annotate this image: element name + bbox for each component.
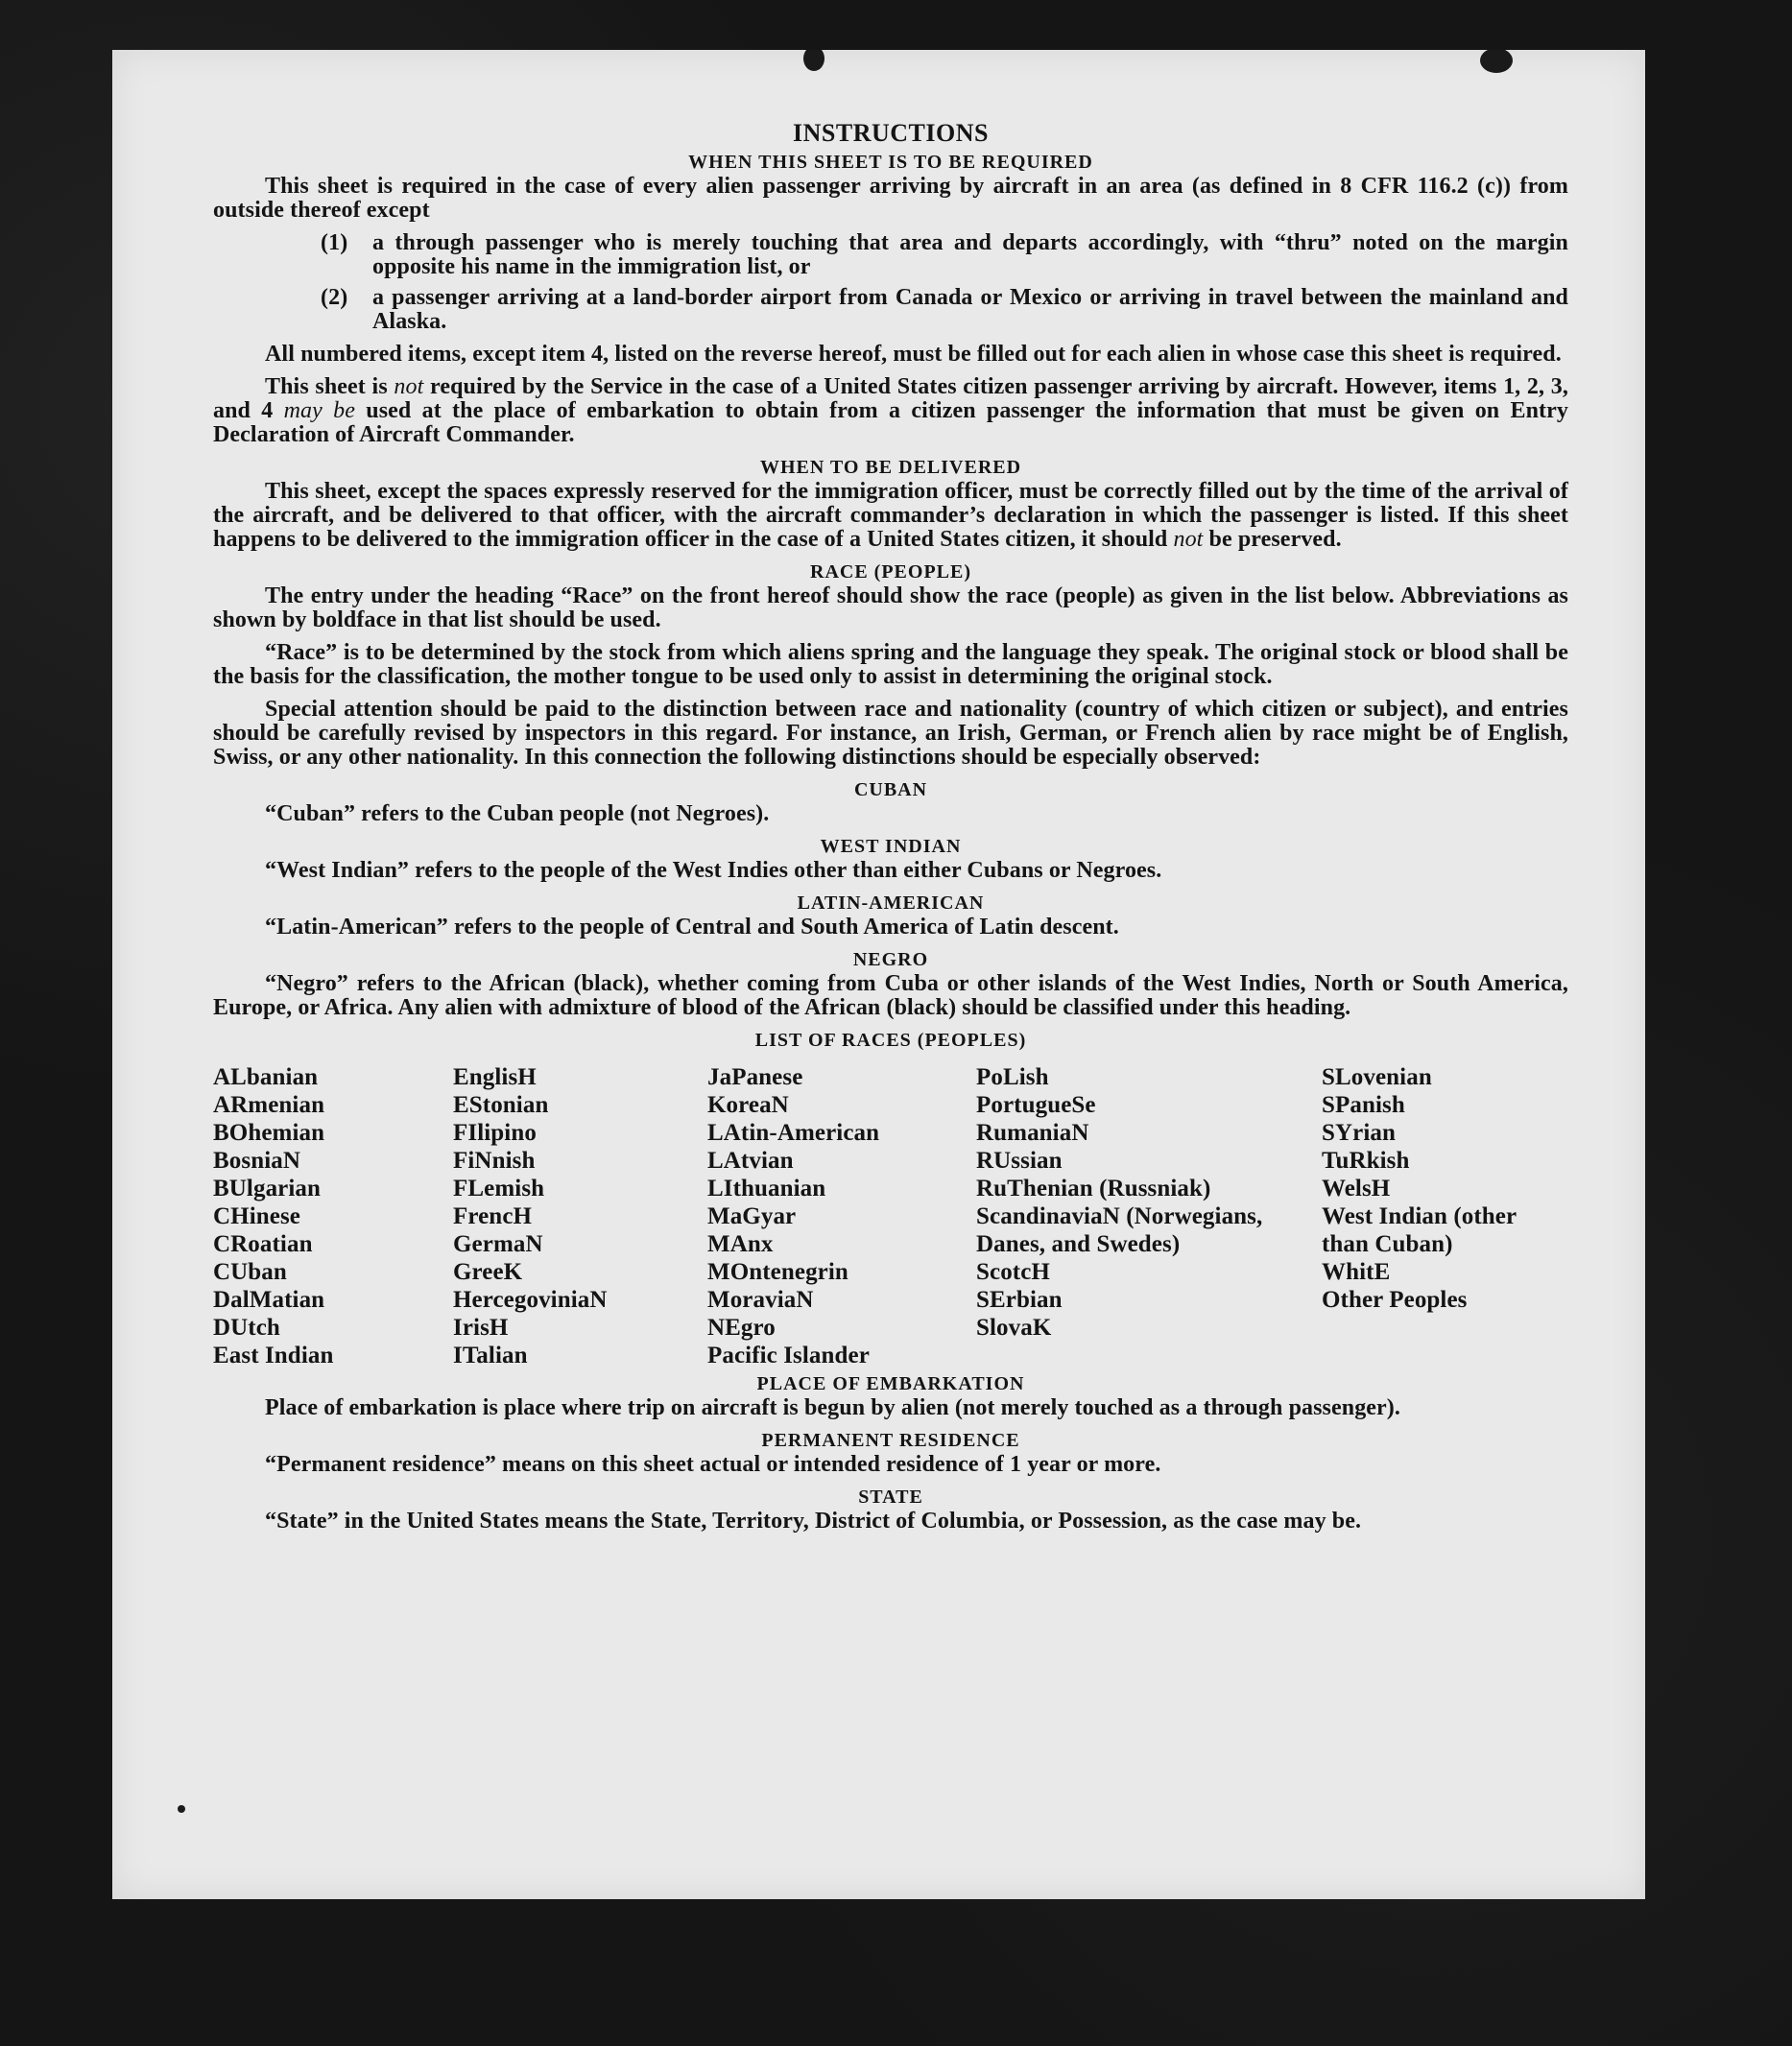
paragraph: Special attention should be paid to the distinction between race and nationality (country of which citizen or subject), and entries should be carefully revised by inspectors in this regard. For instance, an Irish, German, or French alien by race might be of English, Swiss, or any other nationality. In this connection the following distinctions should be especially observed: bbox=[213, 697, 1568, 770]
item-number: (2) bbox=[321, 285, 348, 310]
section-heading: STATE bbox=[858, 1487, 923, 1508]
item-text: a through passenger who is merely touching that area and departs accordingly, with “thru” noted on the margin opposite his name in the immigration list, or bbox=[372, 230, 1568, 279]
race-item: JaPanese bbox=[707, 1064, 803, 1090]
race-item: RUssian bbox=[976, 1148, 1063, 1174]
italic-text: not bbox=[394, 374, 424, 399]
race-item: CHinese bbox=[213, 1203, 300, 1229]
race-item: MAnx bbox=[707, 1231, 774, 1257]
paragraph: “Permanent residence” means on this sheet actual or intended residence of 1 year or more. bbox=[265, 1452, 1161, 1477]
race-item: ARmenian bbox=[213, 1092, 325, 1118]
race-item: West Indian (other than Cuban) bbox=[1322, 1203, 1517, 1257]
paragraph: Place of embarkation is place where trip on aircraft is begun by alien (not merely touched as a through passenger). bbox=[265, 1395, 1400, 1420]
race-item: LIthuanian bbox=[707, 1176, 826, 1201]
section-heading: WHEN THIS SHEET IS TO BE REQUIRED bbox=[688, 152, 1093, 173]
race-item: CRoatian bbox=[213, 1231, 313, 1257]
text-run: This sheet, except the spaces expressly reserved for the immigration officer, must be correctly filled out by the time of the arrival of the aircraft, and be delivered to that officer, with the aircraft commander’s declaration in which the passenger is listed. If this sheet happens to be delivered to the immigration officer in the case of a United States citizen, it should bbox=[213, 479, 1568, 552]
race-item: KoreaN bbox=[707, 1092, 789, 1118]
race-item: MOntenegrin bbox=[707, 1259, 848, 1285]
race-item: DUtch bbox=[213, 1315, 280, 1341]
race-list bbox=[213, 1063, 1568, 1369]
section-heading: NEGRO bbox=[852, 949, 929, 970]
race-item: SLovenian bbox=[1322, 1064, 1432, 1090]
text-run: used at the place of embarkation to obtain from a citizen passenger the information that must be given on Entry Declaration of Aircraft Commander. bbox=[213, 398, 1568, 447]
list-item bbox=[213, 286, 1568, 334]
paragraph: The entry under the heading “Race” on the front hereof should show the race (people) as given in the list below. Abbreviations as shown by boldface in that list should be used. bbox=[213, 583, 1568, 632]
race-item: FrencH bbox=[453, 1203, 533, 1229]
race-item: SErbian bbox=[976, 1287, 1063, 1313]
section-heading: WEST INDIAN bbox=[820, 836, 962, 857]
paragraph: “Race” is to be determined by the stock from which aliens spring and the language they speak. The original stock or blood shall be the basis for the classification, the mother tongue to be used only to assist in determining the original stock. bbox=[213, 640, 1568, 689]
list-item bbox=[213, 231, 1568, 279]
race-item: CUban bbox=[213, 1259, 287, 1285]
race-item: EnglisH bbox=[453, 1064, 537, 1090]
text-run: required by the Service in the case of a United States citizen passenger arriving by aircraft. However, items 1, 2, 3, and 4 bbox=[213, 374, 1568, 423]
paragraph: “Latin-American” refers to the people of Central and South America of Latin descent. bbox=[265, 915, 1119, 940]
race-item: RumaniaN bbox=[976, 1120, 1089, 1146]
paragraph: This sheet is required in the case of every alien passenger arriving by aircraft in an area (as defined in 8 CFR 116.2 (c)) from outside thereof except bbox=[213, 174, 1568, 223]
race-item: RuThenian (Russniak) bbox=[976, 1176, 1211, 1201]
section-heading: LIST OF RACES (PEOPLES) bbox=[754, 1030, 1027, 1051]
race-item: WelsH bbox=[1322, 1176, 1391, 1201]
item-number: (1) bbox=[321, 230, 348, 255]
race-item: BOhemian bbox=[213, 1120, 325, 1146]
section-heading: PERMANENT RESIDENCE bbox=[761, 1430, 1020, 1451]
section-heading: PLACE OF EMBARKATION bbox=[756, 1373, 1025, 1394]
paragraph: “Cuban” refers to the Cuban people (not Negroes). bbox=[265, 801, 770, 826]
race-item: PoLish bbox=[976, 1064, 1049, 1090]
race-item: DalMatian bbox=[213, 1287, 325, 1313]
race-item: BUlgarian bbox=[213, 1176, 322, 1201]
text-run: This sheet is bbox=[265, 374, 394, 399]
race-item: MoraviaN bbox=[707, 1287, 814, 1313]
race-item: SlovaK bbox=[976, 1315, 1052, 1341]
exception-list bbox=[213, 231, 1568, 334]
race-item: BosniaN bbox=[213, 1148, 301, 1174]
page-title: INSTRUCTIONS bbox=[793, 119, 989, 147]
race-item: FIlipino bbox=[453, 1120, 537, 1146]
race-item: ITalian bbox=[453, 1343, 528, 1368]
section-heading: RACE (PEOPLE) bbox=[810, 561, 971, 583]
paragraph bbox=[213, 375, 1568, 447]
race-item: FiNnish bbox=[453, 1148, 536, 1174]
race-item: MaGyar bbox=[707, 1203, 797, 1229]
paragraph: “State” in the United States means the State, Territory, District of Columbia, or Possession, as the case may be. bbox=[265, 1509, 1362, 1534]
race-item: East Indian bbox=[213, 1343, 334, 1368]
race-item: ALbanian bbox=[213, 1064, 319, 1090]
race-column bbox=[1322, 1063, 1571, 1369]
section-heading: LATIN-AMERICAN bbox=[797, 892, 985, 914]
race-item: IrisH bbox=[453, 1315, 509, 1341]
race-item: PortugueSe bbox=[976, 1092, 1096, 1118]
item-text: a passenger arriving at a land-border airport from Canada or Mexico or arriving in travel between the mainland and Alaska. bbox=[372, 285, 1568, 334]
race-item: ScandinaviaN (Norwegians, Danes, and Swedes) bbox=[976, 1203, 1263, 1257]
section-heading: WHEN TO BE DELIVERED bbox=[759, 457, 1022, 478]
race-item: EStonian bbox=[453, 1092, 549, 1118]
race-item: LAtvian bbox=[707, 1148, 794, 1174]
race-item: ScotcH bbox=[976, 1259, 1050, 1285]
paragraph: All numbered items, except item 4, listed on the reverse hereof, must be filled out for each alien in whose case this sheet is required. bbox=[265, 342, 1562, 367]
hole-punch-mark bbox=[803, 50, 824, 71]
race-item: SPanish bbox=[1322, 1092, 1405, 1118]
italic-text: not bbox=[1173, 527, 1204, 552]
race-item: WhitE bbox=[1322, 1259, 1391, 1285]
race-item: GermaN bbox=[453, 1231, 543, 1257]
race-item: GreeK bbox=[453, 1259, 523, 1285]
race-item: NEgro bbox=[707, 1315, 776, 1341]
race-item: SYrian bbox=[1322, 1120, 1397, 1146]
paragraph bbox=[213, 480, 1568, 552]
race-item: LAtin-American bbox=[707, 1120, 880, 1146]
section-heading: CUBAN bbox=[853, 779, 928, 800]
italic-text: may be bbox=[283, 398, 355, 423]
race-column bbox=[976, 1063, 1322, 1369]
race-item: TuRkish bbox=[1322, 1148, 1410, 1174]
race-column bbox=[453, 1063, 707, 1369]
race-column bbox=[213, 1063, 453, 1369]
paragraph: “Negro” refers to the African (black), whether coming from Cuba or other islands of the West Indies, North or South America, Europe, or Africa. Any alien with admixture of blood of the African (black) should be classified under this heading. bbox=[213, 971, 1568, 1020]
race-item: HercegoviniaN bbox=[453, 1287, 608, 1313]
race-item: Other Peoples bbox=[1322, 1287, 1468, 1313]
race-column bbox=[707, 1063, 976, 1369]
race-item: FLemish bbox=[453, 1176, 545, 1201]
ink-dot bbox=[178, 1805, 185, 1813]
hole-punch-mark bbox=[1480, 50, 1513, 73]
paragraph: “West Indian” refers to the people of the West Indies other than either Cubans or Negroes. bbox=[265, 858, 1162, 883]
document-page bbox=[112, 50, 1645, 1899]
race-item: Pacific Islander bbox=[707, 1343, 870, 1368]
text-run: be preserved. bbox=[1203, 527, 1342, 552]
